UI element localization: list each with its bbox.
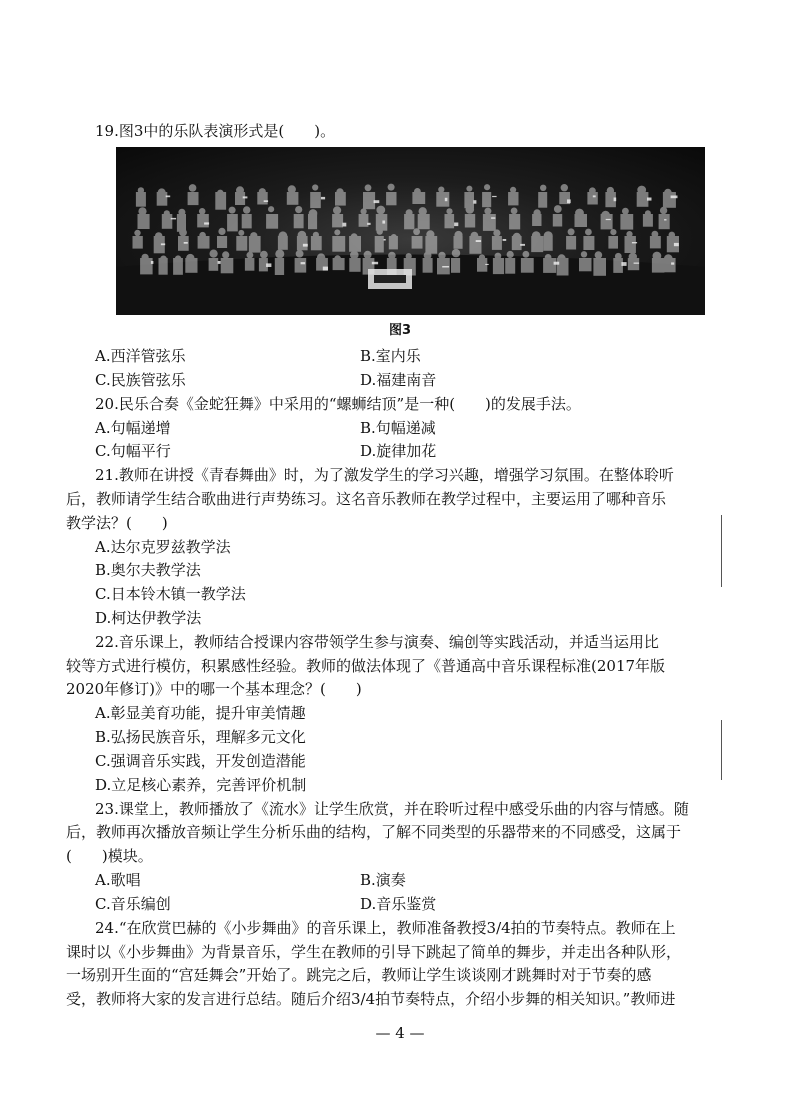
- q21-line-2: 后，教师请学生结合歌曲进行声势练习。这名音乐教师在教学过程中，主要运用了哪种音乐: [66, 490, 667, 508]
- q19-option-c: C.民族管弦乐: [95, 371, 186, 389]
- q23-line-3: ( )模块。: [66, 847, 153, 865]
- q24-line-2: 课时以《小步舞曲》为背景音乐，学生在教师的引导下跳起了简单的舞步，并走出各种队形，: [66, 943, 682, 961]
- scan-edge-mark: [721, 720, 722, 780]
- q20-option-a: A.句幅递增: [95, 419, 171, 437]
- q21-option-c: C.日本铃木镇一教学法: [95, 585, 246, 603]
- q21-option-a: A.达尔克罗兹教学法: [95, 538, 231, 556]
- figure-caption: 图3: [388, 323, 412, 338]
- q24-line-1: 24.“在欣赏巴赫的《小步舞曲》的音乐课上，教师准备教授3/4拍的节奏特点。教师在上: [95, 919, 676, 937]
- page-number: — 4 —: [375, 1024, 425, 1042]
- q22-option-c: C.强调音乐实践，开发创造潜能: [95, 752, 306, 770]
- q22-line-2: 较等方式进行模仿，积累感性经验。教师的做法体现了《普通高中音乐课程标准(2017年版: [66, 657, 666, 675]
- scan-edge-mark: [721, 515, 722, 587]
- q22-line-3: 2020年修订)》中的哪一个基本理念？( ): [66, 680, 362, 698]
- q23-line-2: 后，教师再次播放音频让学生分析乐曲的结构，了解不同类型的乐器带来的不同感受，这属于: [66, 823, 682, 841]
- q24-line-3: 一场别开生面的“宫廷舞会”开始了。跳完之后，教师让学生谈谈刚才跳舞时对于节奏的感: [66, 966, 652, 984]
- q21-option-d: D.柯达伊教学法: [95, 609, 202, 627]
- q20-option-c: C.句幅平行: [95, 442, 171, 460]
- q19-option-b: B.室内乐: [360, 347, 421, 365]
- q21-line-3: 教学法？( ): [66, 514, 168, 532]
- q23-option-a: A.歌唱: [95, 871, 141, 889]
- q23-option-d: D.音乐鉴赏: [360, 895, 437, 913]
- q22-line-1: 22.音乐课上，教师结合授课内容带领学生参与演奏、编创等实践活动，并适当运用比: [95, 633, 659, 651]
- q23-option-c: C.音乐编创: [95, 895, 171, 913]
- q22-option-a: A.彰显美育功能，提升审美情趣: [95, 704, 306, 722]
- q19-stem: 19.图3中的乐队表演形式是( )。: [95, 122, 336, 140]
- q20-stem: 20.民乐合奏《金蛇狂舞》中采用的“螺蛳结顶”是一种( )的发展手法。: [95, 395, 581, 413]
- q21-line-1: 21.教师在讲授《青春舞曲》时，为了激发学生的学习兴趣，增强学习氛围。在整体聆听: [95, 466, 674, 484]
- q22-option-d: D.立足核心素养，完善评价机制: [95, 776, 307, 794]
- q20-option-b: B.句幅递减: [360, 419, 436, 437]
- q24-line-4: 受，教师将大家的发言进行总结。随后介绍3/4拍节奏特点，介绍小步舞的相关知识。”教师进: [66, 990, 676, 1008]
- orchestra-illustration: [116, 147, 705, 315]
- q21-option-b: B.奥尔夫教学法: [95, 561, 201, 579]
- q19-option-d: D.福建南音: [360, 371, 437, 389]
- q23-line-1: 23.课堂上，教师播放了《流水》让学生欣赏，并在聆听过程中感受乐曲的内容与情感。随: [95, 800, 689, 818]
- q23-option-b: B.演奏: [360, 871, 406, 889]
- q19-option-a: A.西洋管弦乐: [95, 347, 186, 365]
- q22-option-b: B.弘扬民族音乐，理解多元文化: [95, 728, 306, 746]
- q20-option-d: D.旋律加花: [360, 442, 437, 460]
- orchestra-photo: [116, 147, 705, 315]
